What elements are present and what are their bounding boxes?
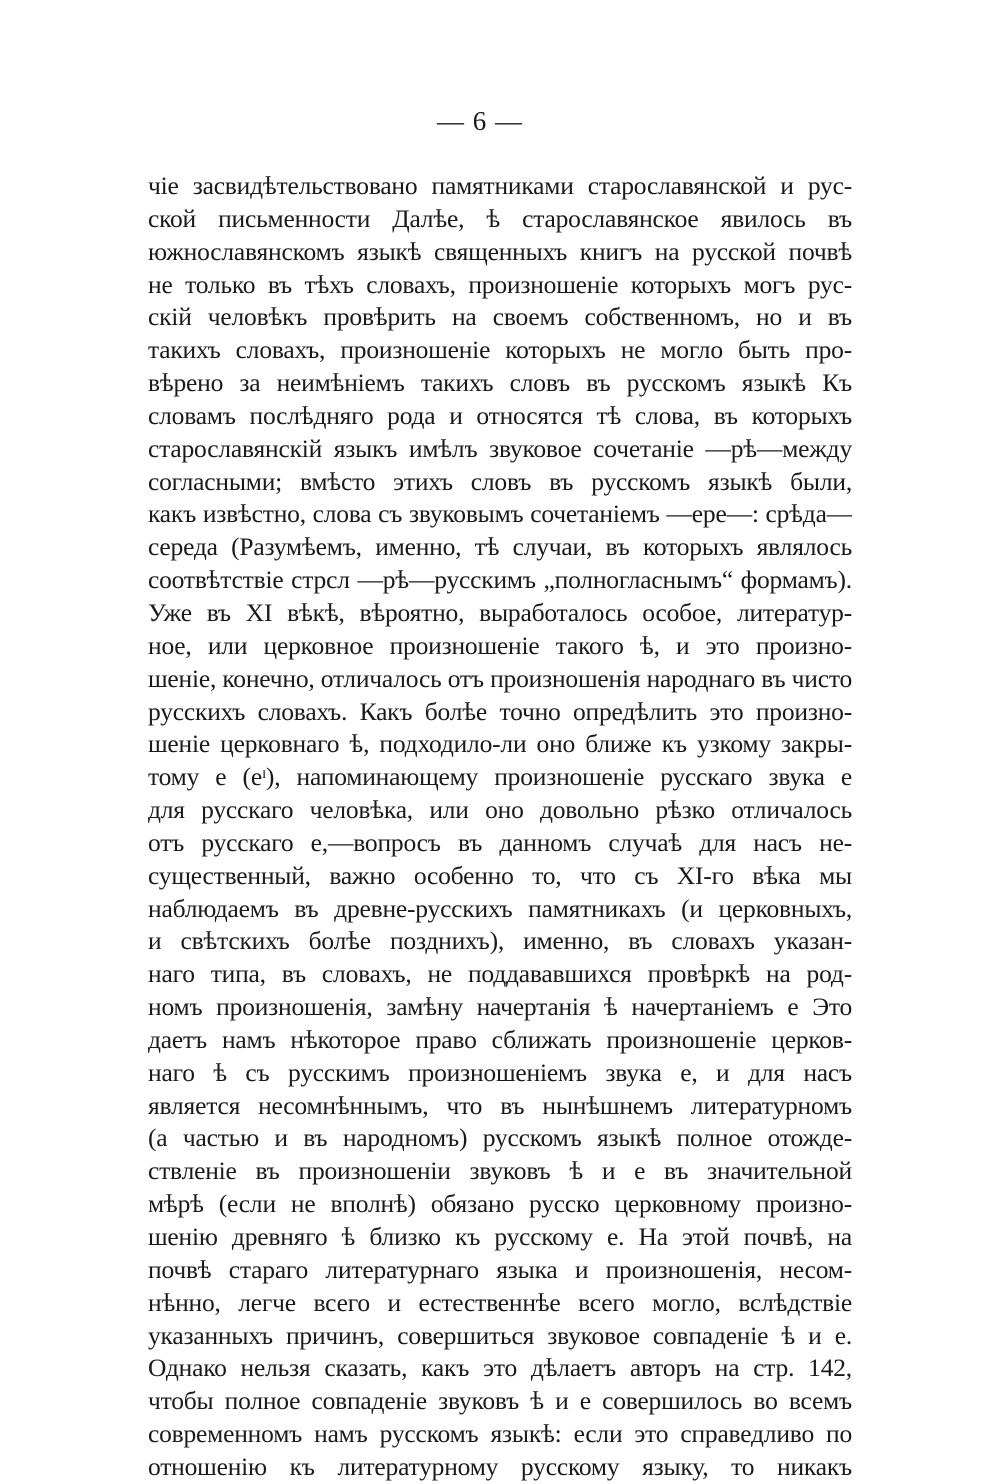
text-line: Уже въ XI вѣкѣ, вѣроятно, выработалось особое, литератур- bbox=[148, 597, 852, 627]
text-line: отношенію къ литературному русскому языку, то никакъ bbox=[148, 1451, 852, 1481]
text-line: южнославянскомъ языкѣ священныхъ книгъ на русской почвѣ bbox=[148, 236, 852, 266]
text-line: шеніе, конечно, отличалось отъ произношенія народнаго въ чисто bbox=[148, 663, 852, 693]
text-line: шеніе церковнаго ѣ, подходило-ли оно ближе къ узкому закры- bbox=[148, 729, 852, 759]
text-line: является несомнѣннымъ, что въ нынѣшнемъ литературномъ bbox=[148, 1090, 852, 1120]
body-text bbox=[148, 170, 852, 1484]
text-line: для русскаго человѣка, или оно довольно рѣзко отличалось bbox=[148, 795, 852, 825]
text-line: ствленіе въ произношеніи звуковъ ѣ и е въ значительной bbox=[148, 1156, 852, 1186]
text-line: русскихъ словахъ. Какъ болѣе точно опредѣлить это произно- bbox=[148, 696, 852, 726]
text-line: шенію древняго ѣ близко къ русскому е. На этой почвѣ, на bbox=[148, 1222, 852, 1251]
text-line: такихъ словахъ, произношеніе которыхъ не могло быть про- bbox=[148, 335, 852, 365]
text-line: номъ произношенія, замѣну начертанія ѣ начертаніемъ е Это bbox=[148, 992, 852, 1022]
text-line: Однако нельзя сказать, какъ это дѣлаетъ авторъ на стр. 142, bbox=[148, 1353, 852, 1383]
text-line: указанныхъ причинъ, совершиться звуковое совпаденіе ѣ и е. bbox=[148, 1320, 852, 1350]
text-line: наго ѣ съ русскимъ произношеніемъ звука е, и для насъ bbox=[148, 1057, 852, 1087]
text-line: ное, или церковное произношеніе такого ѣ, и это произно- bbox=[148, 630, 852, 660]
text-line: словамъ послѣдняго рода и относятся тѣ слова, въ которыхъ bbox=[148, 400, 852, 430]
text-line: скій человѣкъ провѣрить на своемъ собственномъ, но и въ bbox=[148, 302, 852, 332]
text-line: существенный, важно особенно то, что съ XI-го вѣка мы bbox=[148, 860, 852, 890]
text-line: согласными; вмѣсто этихъ словъ въ русскомъ языкѣ были, bbox=[148, 466, 852, 496]
page-number: — 6 — bbox=[437, 106, 523, 136]
text-line: современномъ намъ русскомъ языкѣ: если это справедливо по bbox=[148, 1419, 852, 1449]
text-line: не только въ тѣхъ словахъ, произношеніе которыхъ могъ рус- bbox=[148, 269, 852, 299]
text-line: старославянскій языкъ имѣлъ звуковое сочетаніе —рѣ—между bbox=[148, 433, 852, 463]
text-line: наго типа, въ словахъ, не поддававшихся провѣркѣ на род- bbox=[148, 959, 852, 989]
text-line: чіе засвидѣтельствовано памятниками старославянской и рус- bbox=[148, 171, 852, 200]
text-line: (а частью и въ народномъ) русскомъ языкѣ полное отожде- bbox=[148, 1123, 852, 1153]
text-line: отъ русскаго е,—вопросъ въ данномъ случаѣ для насъ не- bbox=[148, 827, 852, 857]
text-line: середа (Разумѣемъ, именно, тѣ случаи, въ которыхъ являлось bbox=[148, 532, 852, 562]
text-line: и свѣтскихъ болѣе позднихъ), именно, въ словахъ указан- bbox=[148, 926, 852, 956]
text-line: даетъ намъ нѣкоторое право сближать произношеніе церков- bbox=[148, 1024, 852, 1054]
text-line: нѣнно, легче всего и естественнѣе всего могло, вслѣдствіе bbox=[148, 1287, 852, 1317]
text-line: почвѣ стараго литературнаго языка и произношенія, несом- bbox=[148, 1254, 852, 1284]
text-line: наблюдаемъ въ древне-русскихъ памятникахъ (и церковныхъ, bbox=[148, 893, 852, 923]
text-line: соотвѣтствіе стрсл —рѣ—русскимъ „полногласнымъ“ формамъ). bbox=[148, 565, 852, 595]
text-line: тому е (еᶦ), напоминающему произношеніе русскаго звука е bbox=[148, 762, 852, 792]
text-line: чтобы полное совпаденіе звуковъ ѣ и е совершилось во всемъ bbox=[148, 1386, 852, 1416]
text-line: ской письменности Далѣе, ѣ старославянское явилось въ bbox=[148, 203, 852, 233]
text-line: вѣрено за неимѣніемъ такихъ словъ въ русскомъ языкѣ Къ bbox=[148, 368, 852, 398]
text-line: мѣрѣ (если не вполнѣ) обязано русско церковному произно- bbox=[148, 1189, 852, 1219]
text-line: какъ извѣстно, слова съ звуковымъ сочетаніемъ —ере—: срѣда— bbox=[148, 499, 852, 529]
